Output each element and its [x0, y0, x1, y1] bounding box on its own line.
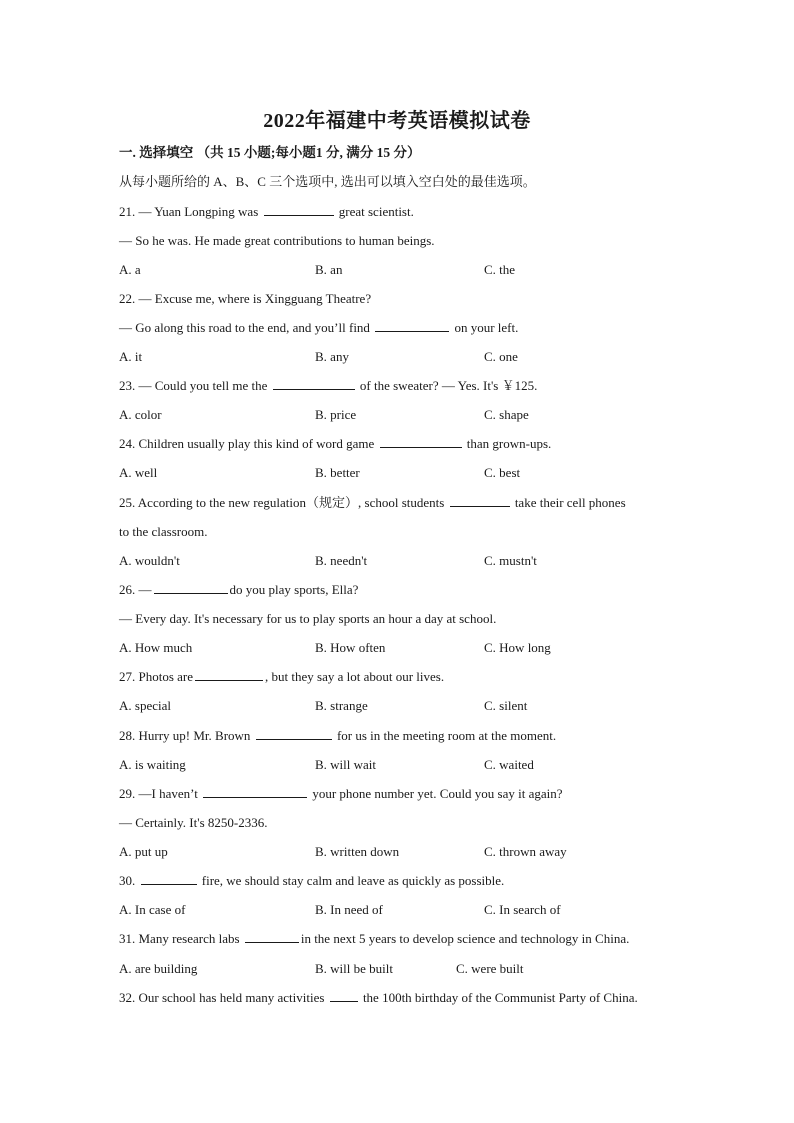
option-c[interactable]: C. best	[484, 465, 521, 480]
option-c[interactable]: C. waited	[484, 757, 534, 772]
option-c[interactable]: C. shape	[484, 407, 529, 422]
option-a[interactable]: A. is waiting	[119, 757, 186, 772]
option-a[interactable]: A. put up	[119, 844, 168, 859]
question-text: take their cell phones	[514, 495, 626, 510]
answer-blank[interactable]	[195, 668, 263, 681]
option-c[interactable]: C. How long	[484, 640, 551, 655]
option-a[interactable]: A. How much	[119, 640, 193, 655]
question-text: 32. Our school has held many activities	[119, 990, 325, 1005]
option-b[interactable]: B. needn't	[315, 553, 368, 568]
option-c[interactable]: C. silent	[484, 698, 528, 713]
option-a[interactable]: A. well	[119, 465, 158, 480]
question-text: 26. —	[119, 582, 152, 597]
option-c[interactable]: C. In search of	[484, 902, 561, 917]
question-22: 22. — Excuse me, where is Xingguang Theatre?	[119, 291, 372, 306]
option-b[interactable]: B. any	[315, 349, 349, 364]
option-b[interactable]: B. In need of	[315, 902, 383, 917]
question-27	[119, 668, 444, 686]
option-a[interactable]: A. wouldn't	[119, 553, 180, 568]
option-a[interactable]: A. are building	[119, 961, 198, 976]
question-text: 21. — Yuan Longping was	[119, 204, 259, 219]
question-26	[119, 581, 358, 599]
option-c[interactable]: C. mustn't	[484, 553, 537, 568]
option-a[interactable]: A. color	[119, 407, 162, 422]
question-text: the 100th birthday of the Communist Party of China.	[362, 990, 638, 1005]
question-29-line2: — Certainly. It's 8250-2336.	[119, 815, 268, 830]
question-text: on your left.	[454, 320, 519, 335]
option-b[interactable]: B. better	[315, 465, 360, 480]
question-text: — Go along this road to the end, and you’ll find	[119, 320, 370, 335]
question-text: , but they say a lot about our lives.	[265, 669, 445, 684]
page-title: 2022年福建中考英语模拟试卷	[263, 110, 531, 132]
question-text: 27. Photos are	[119, 669, 194, 684]
answer-blank[interactable]	[245, 930, 299, 943]
question-text: 29. —I haven’t	[119, 786, 198, 801]
answer-blank[interactable]	[375, 319, 449, 332]
question-text: great scientist.	[338, 204, 414, 219]
option-b[interactable]: B. price	[315, 407, 357, 422]
answer-blank[interactable]	[264, 203, 334, 216]
option-a[interactable]: A. it	[119, 349, 143, 364]
question-26-line2: — Every day. It's necessary for us to play sports an hour a day at school.	[119, 611, 497, 626]
question-22-line2	[119, 319, 518, 337]
answer-blank[interactable]	[273, 377, 355, 390]
answer-blank[interactable]	[450, 494, 510, 507]
question-text: 31. Many research labs	[119, 931, 240, 946]
question-text: than grown-ups.	[466, 436, 552, 451]
option-b[interactable]: B. will be built	[315, 961, 393, 976]
answer-blank[interactable]	[330, 989, 358, 1002]
section-instruction: 从每小题所给的 A、B、C 三个选项中, 选出可以填入空白处的最佳选项。	[119, 174, 536, 189]
option-c[interactable]: C. thrown away	[484, 844, 567, 859]
option-b[interactable]: B. written down	[315, 844, 400, 859]
question-text: 30.	[119, 873, 136, 888]
option-b[interactable]: B. strange	[315, 698, 368, 713]
option-c[interactable]: C. the	[484, 262, 516, 277]
answer-blank[interactable]	[256, 727, 332, 740]
question-29	[119, 785, 563, 803]
option-a[interactable]: A. In case of	[119, 902, 186, 917]
option-a[interactable]: A. a	[119, 262, 141, 277]
answer-blank[interactable]	[154, 581, 228, 594]
question-text: 24. Children usually play this kind of word game	[119, 436, 375, 451]
question-25	[119, 494, 626, 512]
question-21	[119, 203, 414, 221]
option-b[interactable]: B. will wait	[315, 757, 377, 772]
answer-blank[interactable]	[380, 435, 462, 448]
question-31	[119, 930, 629, 948]
question-32	[119, 989, 638, 1007]
question-text: for us in the meeting room at the moment.	[336, 728, 557, 743]
question-text: 23. — Could you tell me the	[119, 378, 268, 393]
question-text: do you play sports, Ella?	[229, 582, 359, 597]
question-24	[119, 435, 551, 453]
question-23	[119, 377, 537, 395]
option-c[interactable]: C. one	[484, 349, 518, 364]
question-text: in the next 5 years to develop science and technology in China.	[300, 931, 630, 946]
section-heading: 一. 选择填空 （共 15 小题;每小题1 分, 满分 15 分）	[119, 145, 421, 160]
question-text: fire, we should stay calm and leave as quickly as possible.	[201, 873, 505, 888]
option-c[interactable]: C. were built	[456, 961, 524, 976]
option-a[interactable]: A. special	[119, 698, 171, 713]
question-21-line2: — So he was. He made great contributions to human beings.	[119, 233, 435, 248]
question-30	[119, 872, 504, 890]
question-text: your phone number yet. Could you say it again?	[312, 786, 563, 801]
question-text: 28. Hurry up! Mr. Brown	[119, 728, 251, 743]
option-b[interactable]: B. an	[315, 262, 343, 277]
answer-blank[interactable]	[141, 872, 197, 885]
answer-blank[interactable]	[203, 785, 307, 798]
question-text: 25. According to the new regulation（规定）, school students	[119, 495, 445, 510]
question-25-line2: to the classroom.	[119, 524, 208, 539]
question-28	[119, 727, 556, 745]
question-text: of the sweater? — Yes. It's ￥125.	[359, 378, 538, 393]
option-b[interactable]: B. How often	[315, 640, 386, 655]
